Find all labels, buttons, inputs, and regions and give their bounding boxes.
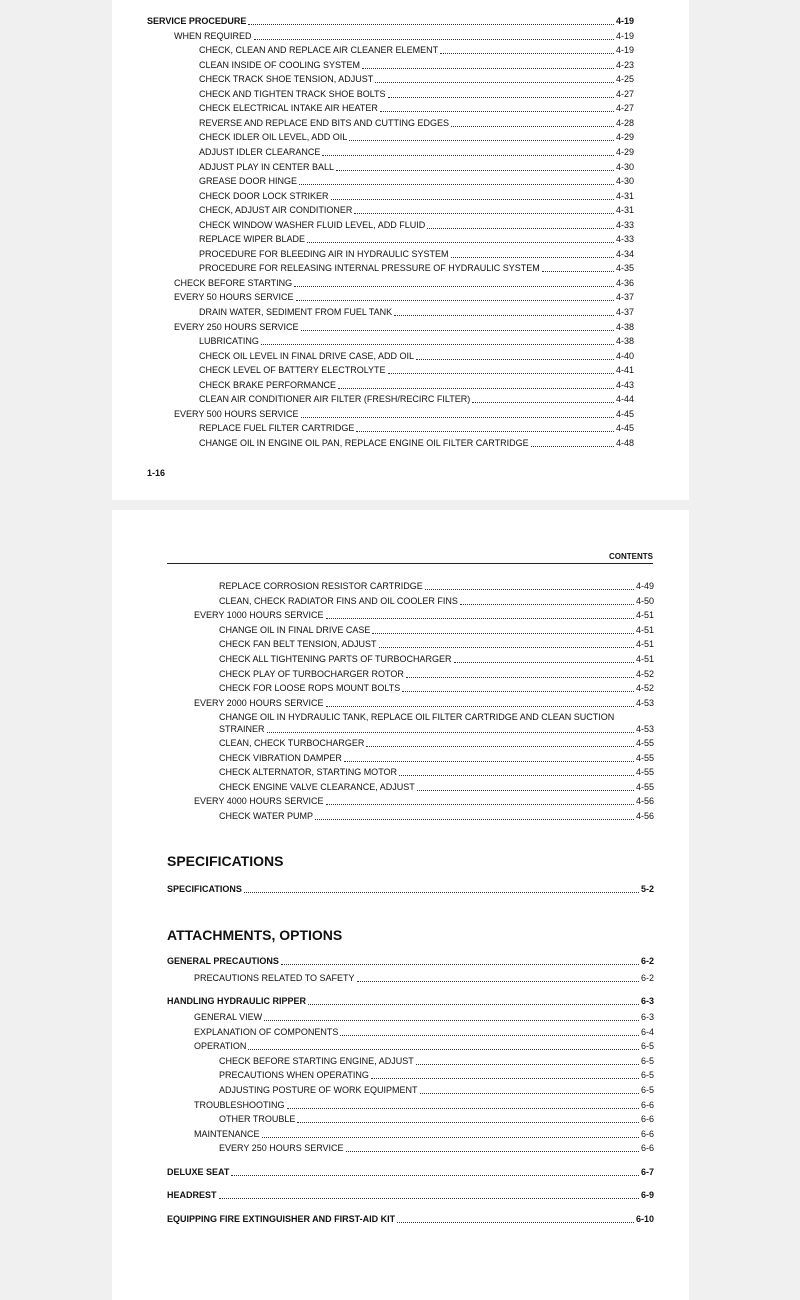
toc-entry-page: 4-30 <box>615 161 634 172</box>
toc-entry-label: CHECK ALTERNATOR, STARTING MOTOR <box>219 767 398 778</box>
toc-entry-label: ADJUSTING POSTURE OF WORK EQUIPMENT <box>219 1085 418 1095</box>
dot-leader <box>379 647 634 648</box>
dot-leader <box>388 97 614 98</box>
toc-entry[interactable] <box>194 698 654 709</box>
dot-leader <box>349 140 614 141</box>
toc-entry-label: CHECK BEFORE STARTING ENGINE, ADJUST <box>219 1056 414 1066</box>
toc-entry-page: 4-56 <box>635 811 654 821</box>
manual-page-1-16 <box>112 0 689 500</box>
toc-entry[interactable] <box>219 669 654 680</box>
toc-entry-page: 4-52 <box>635 668 654 679</box>
toc-entry[interactable] <box>219 782 654 793</box>
dot-leader <box>299 184 614 185</box>
toc-entry-page: 4-51 <box>635 610 654 621</box>
toc-entry-page: 4-37 <box>615 307 634 317</box>
dot-leader <box>267 732 634 733</box>
toc-entry-label: OTHER TROUBLE <box>219 1114 296 1124</box>
toc-entry-label: REPLACE CORROSION RESISTOR CARTRIDGE <box>219 581 423 591</box>
dot-leader <box>472 402 614 403</box>
dot-leader <box>248 24 614 25</box>
toc-entry[interactable] <box>219 811 654 822</box>
dot-leader <box>371 1078 639 1079</box>
dot-leader <box>354 213 614 214</box>
toc-entry-label: CHECK VIBRATION DAMPER <box>219 752 342 763</box>
dot-leader <box>427 228 614 229</box>
toc-entry-page: 6-2 <box>640 973 654 983</box>
dot-leader <box>372 633 634 634</box>
dot-leader <box>336 170 614 171</box>
toc-entry-label: TROUBLESHOOTING <box>194 1100 285 1110</box>
dot-leader <box>301 330 614 331</box>
toc-entry-page: 6-6 <box>640 1129 654 1139</box>
dot-leader <box>388 373 614 374</box>
toc-entry[interactable] <box>199 191 634 202</box>
toc-entry-label: DELUXE SEAT <box>167 1167 230 1177</box>
toc-entry-label: EVERY 50 HOURS SERVICE <box>174 292 294 303</box>
dot-leader <box>531 446 614 447</box>
toc-entry-page: 6-6 <box>640 1143 654 1153</box>
dot-leader <box>326 804 634 805</box>
dot-leader <box>406 677 634 678</box>
toc-entry-label: CHECK FAN BELT TENSION, ADJUST <box>219 639 377 650</box>
toc-entry[interactable] <box>219 581 654 592</box>
toc-entry[interactable] <box>199 307 634 318</box>
toc-entry-label: CLEAN, CHECK TURBOCHARGER <box>219 738 365 748</box>
toc-entry[interactable] <box>194 1129 654 1140</box>
toc-entry-label: LUBRICATING <box>199 336 259 347</box>
toc-entry[interactable] <box>199 423 634 434</box>
toc-entry-page: 4-31 <box>615 190 634 201</box>
toc-entry-label: EXPLANATION OF COMPONENTS <box>194 1027 339 1037</box>
toc-entry[interactable] <box>199 249 634 260</box>
toc-entry[interactable] <box>219 767 654 778</box>
manual-page-contents <box>112 510 689 1300</box>
dot-leader <box>307 242 614 243</box>
dot-leader <box>340 1035 639 1036</box>
toc-entry-page: 4-27 <box>615 103 634 114</box>
toc-entry-page: 4-19 <box>615 30 634 41</box>
dot-leader <box>357 981 639 982</box>
toc-entry-label: CHECK WINDOW WASHER FLUID LEVEL, ADD FLUID <box>199 219 426 230</box>
toc-entry[interactable] <box>219 738 654 749</box>
toc-entry-label: CHECK TRACK SHOE TENSION, ADJUST <box>199 74 374 85</box>
toc-entry[interactable] <box>167 1190 654 1201</box>
toc-entry-page: 6-5 <box>640 1056 654 1066</box>
toc-entry-label: CHECK ENGINE VALVE CLEARANCE, ADJUST <box>219 781 415 792</box>
dot-leader <box>356 431 614 432</box>
toc-entry-page: 4-34 <box>615 248 634 259</box>
dot-leader <box>416 359 614 360</box>
dot-leader <box>460 604 634 605</box>
dot-leader <box>402 691 634 692</box>
toc-entry-label: CLEAN INSIDE OF COOLING SYSTEM <box>199 59 361 70</box>
dot-leader <box>264 1020 639 1021</box>
toc-entry-page: 4-51 <box>635 654 654 664</box>
toc-entry-page: 4-33 <box>615 234 634 245</box>
toc-entry-label: CHECK FOR LOOSE ROPS MOUNT BOLTS <box>219 683 401 694</box>
toc-entry-page: 4-28 <box>615 117 634 128</box>
dot-leader <box>454 662 634 663</box>
toc-entry[interactable] <box>167 996 654 1007</box>
dot-leader <box>244 892 639 893</box>
toc-entry-page: 4-29 <box>615 132 634 143</box>
dot-leader <box>231 1175 639 1176</box>
toc-entry-label: EVERY 250 HOURS SERVICE <box>174 321 299 332</box>
toc-entry[interactable] <box>199 220 634 231</box>
toc-entry-page: 6-3 <box>640 1012 654 1022</box>
toc-entry[interactable] <box>199 45 634 56</box>
dot-leader <box>362 68 614 69</box>
toc-entry-label: PRECAUTIONS WHEN OPERATING <box>219 1070 369 1080</box>
toc-entry-page: 6-5 <box>640 1085 654 1095</box>
toc-entry-label: HANDLING HYDRAULIC RIPPER <box>167 996 307 1006</box>
toc-entry-label: CHECK, ADJUST AIR CONDITIONER <box>199 205 353 216</box>
toc-entry-label: EVERY 1000 HOURS SERVICE <box>194 610 324 621</box>
toc-entry[interactable] <box>199 132 634 143</box>
toc-entry-page: 4-53 <box>635 697 654 708</box>
toc-entry-page: 4-45 <box>615 408 634 419</box>
toc-entry-label: EQUIPPING FIRE EXTINGUISHER AND FIRST-AID KIT <box>167 1214 396 1224</box>
toc-entry-page: 4-50 <box>635 595 654 606</box>
dot-leader <box>331 199 614 200</box>
toc-entry[interactable] <box>194 610 654 621</box>
toc-entry-page: 6-5 <box>640 1070 654 1080</box>
toc-entry[interactable] <box>219 1056 654 1067</box>
toc-entry[interactable] <box>199 74 634 85</box>
toc-entry-label: HEADREST <box>167 1190 217 1200</box>
toc-entry-page: 4-51 <box>635 639 654 650</box>
dot-leader <box>380 111 614 112</box>
dot-leader <box>416 1064 639 1065</box>
toc-entry-label: CHANGE OIL IN FINAL DRIVE CASE <box>219 624 371 635</box>
dot-leader <box>261 344 614 345</box>
dot-leader <box>542 271 614 272</box>
toc-entry[interactable] <box>194 1027 654 1038</box>
dot-leader <box>451 126 614 127</box>
toc-entry-page: 4-44 <box>615 394 634 405</box>
toc-entry-label: REPLACE FUEL FILTER CARTRIDGE <box>199 423 355 434</box>
toc-entry-page: 6-4 <box>640 1027 654 1037</box>
toc-entry-page: 4-36 <box>615 277 634 288</box>
toc-entry-label: CHECK IDLER OIL LEVEL, ADD OIL <box>199 132 348 143</box>
toc-entry-label: CHECK, CLEAN AND REPLACE AIR CLEANER ELEMENT <box>199 45 439 56</box>
toc-entry[interactable] <box>199 234 634 245</box>
toc-entry-label: CHANGE OIL IN ENGINE OIL PAN, REPLACE ENGINE OIL FILTER CARTRIDGE <box>199 437 529 448</box>
toc-entry-label: ADJUST PLAY IN CENTER BALL <box>199 161 335 172</box>
toc-entry-page: 4-31 <box>615 205 634 216</box>
toc-entry-page: 4-55 <box>635 738 654 748</box>
toc-entry-label: CHECK BRAKE PERFORMANCE <box>199 379 337 390</box>
dot-leader <box>440 53 614 54</box>
toc-entry-page: 4-51 <box>635 624 654 635</box>
toc-entry-page: 4-30 <box>615 176 634 187</box>
toc-entry[interactable] <box>199 394 634 405</box>
toc-entry-page: 6-3 <box>640 996 654 1006</box>
toc-entry-label: CHECK LEVEL OF BATTERY ELECTROLYTE <box>199 365 386 376</box>
dot-leader <box>219 1198 639 1199</box>
dot-leader <box>346 1151 639 1152</box>
toc-entry[interactable] <box>174 292 634 303</box>
toc-entry-label-cont: STRAINER <box>219 724 265 734</box>
toc-entry-page: 4-29 <box>615 146 634 157</box>
toc-entry-label: PROCEDURE FOR BLEEDING AIR IN HYDRAULIC SYSTEM <box>199 248 449 259</box>
toc-entry-page: 6-7 <box>640 1167 654 1177</box>
toc-entry[interactable] <box>174 31 634 42</box>
toc-entry-label: CHECK PLAY OF TURBOCHARGER ROTOR <box>219 668 404 679</box>
toc-entry[interactable] <box>219 625 654 636</box>
toc-entry[interactable] <box>174 322 634 333</box>
toc-entry-label: CHECK BEFORE STARTING <box>174 277 293 288</box>
toc-entry[interactable] <box>167 1214 654 1225</box>
toc-entry-page: 4-37 <box>615 292 634 303</box>
toc-entry[interactable] <box>147 16 634 27</box>
toc-entry-page: 6-6 <box>640 1114 654 1124</box>
toc-entry-page: 4-27 <box>615 88 634 99</box>
dot-leader <box>394 315 614 316</box>
toc-entry-page: 6-6 <box>640 1100 654 1110</box>
toc-entry-label: REPLACE WIPER BLADE <box>199 234 306 245</box>
toc-entry[interactable] <box>219 639 654 650</box>
toc-entry[interactable] <box>219 753 654 764</box>
toc-entry-page: 6-10 <box>635 1214 654 1224</box>
toc-entry-page: 4-19 <box>615 16 634 26</box>
toc-entry-page: 4-38 <box>615 336 634 347</box>
toc-entry-label: CLEAN, CHECK RADIATOR FINS AND OIL COOLER FINS <box>219 595 458 606</box>
dot-leader <box>287 1108 639 1109</box>
toc-entry-page: 4-25 <box>615 74 634 85</box>
toc-entry-page: 4-45 <box>615 423 634 434</box>
toc-entry-label: DRAIN WATER, SEDIMENT FROM FUEL TANK <box>199 307 393 317</box>
toc-entry-label: GENERAL VIEW <box>194 1012 263 1022</box>
dot-leader <box>344 761 634 762</box>
toc-entry-page: 4-55 <box>635 752 654 763</box>
dot-leader <box>326 706 634 707</box>
toc-entry-label: REVERSE AND REPLACE END BITS AND CUTTING EDGES <box>199 117 450 128</box>
toc-entry-label: CHECK WATER PUMP <box>219 811 314 821</box>
dot-leader <box>297 1122 639 1123</box>
dot-leader <box>294 286 614 287</box>
toc-entry-page: 6-9 <box>640 1190 654 1200</box>
dot-leader <box>366 746 634 747</box>
toc-entry-page: 4-19 <box>615 45 634 56</box>
page-number-footer: 1-16 <box>147 468 166 478</box>
toc-entry[interactable] <box>194 973 654 984</box>
toc-entry-page: 4-55 <box>635 767 654 778</box>
toc-entry-label: GENERAL PRECAUTIONS <box>167 956 279 966</box>
toc-entry-label: CHANGE OIL IN HYDRAULIC TANK, REPLACE OIL FILTER CARTRIDGE AND CLEAN SUCTION <box>219 712 615 722</box>
toc-entry-label: OPERATION <box>194 1041 247 1051</box>
dot-leader <box>451 257 614 258</box>
dot-leader <box>301 417 614 418</box>
toc-entry[interactable] <box>167 956 654 967</box>
toc-entry-label: EVERY 2000 HOURS SERVICE <box>194 697 324 708</box>
contents-header: CONTENTS <box>167 552 653 564</box>
toc-entry[interactable] <box>194 796 654 807</box>
dot-leader <box>338 388 614 389</box>
toc-entry-label: EVERY 500 HOURS SERVICE <box>174 408 299 419</box>
toc-entry[interactable] <box>199 60 634 71</box>
toc-entry-label: ADJUST IDLER CLEARANCE <box>199 146 321 157</box>
toc-entry-label: GREASE DOOR HINGE <box>199 176 298 187</box>
dot-leader <box>254 39 614 40</box>
dot-leader <box>262 1137 639 1138</box>
toc-entry-page: 4-41 <box>615 365 634 376</box>
toc-entry-page: 4-52 <box>635 683 654 694</box>
toc-entry-label: MAINTENANCE <box>194 1129 260 1139</box>
toc-entry[interactable] <box>199 380 634 391</box>
toc-entry-page: 4-40 <box>615 350 634 361</box>
toc-entry[interactable] <box>167 1167 654 1178</box>
toc-entry-page: 4-48 <box>615 437 634 448</box>
toc-entry-page: 4-35 <box>615 263 634 274</box>
dot-leader <box>296 300 614 301</box>
dot-leader <box>322 155 614 156</box>
dot-leader <box>420 1093 639 1094</box>
attachments-section-title: ATTACHMENTS, OPTIONS <box>167 927 343 943</box>
dot-leader <box>397 1222 634 1223</box>
toc-entry[interactable] <box>199 118 634 129</box>
toc-entry[interactable] <box>174 409 634 420</box>
toc-entry[interactable] <box>199 336 634 347</box>
dot-leader <box>425 589 634 590</box>
toc-entry[interactable] <box>194 1100 654 1111</box>
toc-entry[interactable] <box>219 1070 654 1081</box>
toc-entry-page: 4-55 <box>635 781 654 792</box>
dot-leader <box>315 819 634 820</box>
dot-leader <box>248 1049 639 1050</box>
toc-entry-label: WHEN REQUIRED <box>174 30 252 41</box>
toc-entry-wrapped[interactable] <box>219 711 654 735</box>
toc-entry[interactable] <box>219 1085 654 1096</box>
toc-entry-page: 4-38 <box>615 321 634 332</box>
toc-entry[interactable] <box>199 438 634 449</box>
toc-entry-page: 4-49 <box>635 581 654 591</box>
toc-entry-label: SERVICE PROCEDURE <box>147 16 247 26</box>
toc-entry[interactable] <box>199 176 634 187</box>
dot-leader <box>326 618 634 619</box>
toc-entry[interactable] <box>219 654 654 665</box>
dot-leader <box>417 790 634 791</box>
toc-entry[interactable] <box>219 1143 654 1154</box>
toc-entry[interactable] <box>219 683 654 694</box>
toc-entry[interactable] <box>194 1041 654 1052</box>
toc-entry-page: 4-33 <box>615 219 634 230</box>
toc-entry-label: EVERY 250 HOURS SERVICE <box>219 1143 344 1153</box>
toc-entry[interactable] <box>199 162 634 173</box>
toc-entry[interactable] <box>167 884 654 895</box>
dot-leader <box>281 964 639 965</box>
toc-entry[interactable] <box>194 1012 654 1023</box>
toc-entry[interactable] <box>219 1114 654 1125</box>
toc-entry[interactable] <box>174 278 634 289</box>
toc-entry[interactable] <box>199 103 634 114</box>
toc-entry[interactable] <box>219 596 654 607</box>
toc-entry[interactable] <box>199 351 634 362</box>
toc-entry-page: 6-5 <box>640 1041 654 1051</box>
toc-entry-label: CHECK OIL LEVEL IN FINAL DRIVE CASE, ADD OIL <box>199 350 415 361</box>
toc-entry-page: 4-43 <box>615 379 634 390</box>
toc-entry-page: 5-2 <box>640 884 654 894</box>
toc-entry[interactable] <box>199 263 634 274</box>
toc-entry-label: CHECK DOOR LOCK STRIKER <box>199 190 329 201</box>
dot-leader <box>375 82 614 83</box>
toc-entry-label: PROCEDURE FOR RELEASING INTERNAL PRESSURE OF HYDRAULIC SYSTEM <box>199 263 540 274</box>
toc-entry[interactable] <box>199 365 634 376</box>
toc-entry[interactable] <box>199 205 634 216</box>
toc-entry-label: EVERY 4000 HOURS SERVICE <box>194 796 324 807</box>
toc-entry-page: 6-2 <box>640 956 654 966</box>
toc-entry-page: 4-53 <box>635 724 654 734</box>
dot-leader <box>399 775 634 776</box>
toc-entry-label: CLEAN AIR CONDITIONER AIR FILTER (FRESH/RECIRC FILTER) <box>199 394 471 405</box>
toc-entry-page: 4-23 <box>615 59 634 70</box>
toc-entry-label: CHECK AND TIGHTEN TRACK SHOE BOLTS <box>199 88 386 99</box>
toc-entry[interactable] <box>199 147 634 158</box>
toc-entry-label: CHECK ELECTRICAL INTAKE AIR HEATER <box>199 103 378 114</box>
toc-entry[interactable] <box>199 89 634 100</box>
toc-entry-label: SPECIFICATIONS <box>167 884 242 894</box>
toc-entry-label: CHECK ALL TIGHTENING PARTS OF TURBOCHARGER <box>219 654 452 664</box>
toc-entry-label: PRECAUTIONS RELATED TO SAFETY <box>194 973 355 983</box>
dot-leader <box>308 1004 639 1005</box>
toc-entry-page: 4-56 <box>635 796 654 807</box>
specifications-section-title: SPECIFICATIONS <box>167 853 284 869</box>
